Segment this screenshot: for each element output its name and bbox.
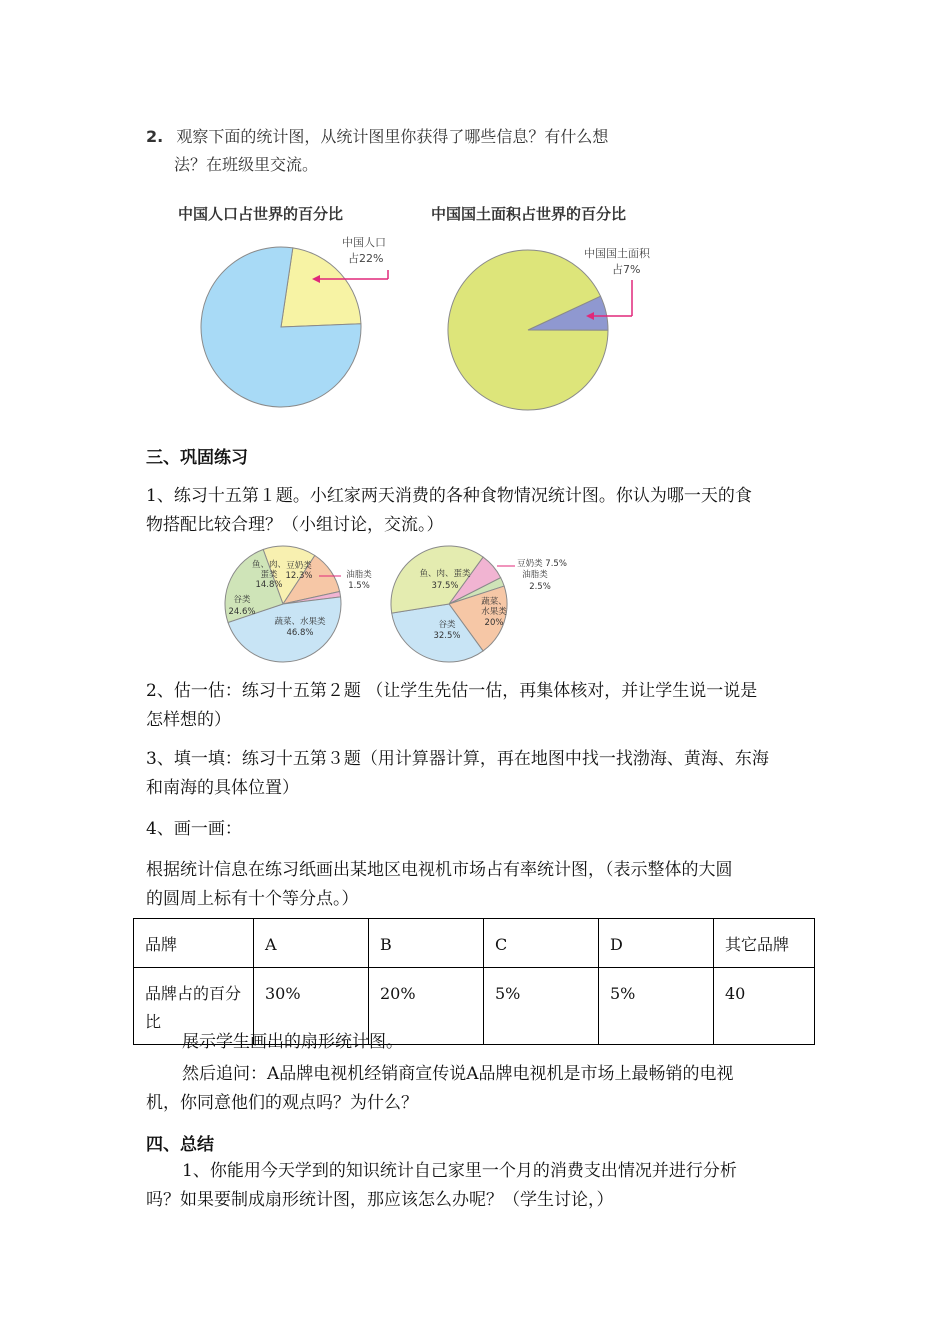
exercise-2-line1: 2、估一估：练习十五第２题 （让学生先估一估，再集体核对，并让学生说一说是 — [146, 681, 758, 701]
pie-slice-rest — [448, 250, 608, 410]
exercise-4-desc-line1: 根据统计信息在练习纸画出某地区电视机市场占有率统计图，（表示整体的大圆 — [146, 860, 733, 880]
summary-line1: 1、你能用今天学到的知识统计自己家里一个月的消费支出情况并进行分析 — [182, 1161, 737, 1181]
table-cell: 5% — [484, 968, 599, 1045]
food1-grain-value: 24.6% — [228, 607, 256, 617]
table-cell: 30% — [254, 968, 369, 1045]
table-cell: D — [599, 919, 714, 968]
question-text: 观察下面的统计图，从统计图里你获得了哪些信息？有什么想 — [176, 127, 609, 146]
exercise-4-desc-line2: 的圆周上标有十个等分点。） — [146, 889, 359, 909]
section-4-heading: 四、总结 — [146, 1135, 214, 1155]
label-population-name: 中国人口 — [342, 236, 386, 249]
exercise-4-description — [146, 856, 811, 914]
summary-line2: 吗？如果要制成扇形统计图，那应该怎么办呢？（学生讨论，） — [146, 1190, 614, 1210]
food1-fish-label: 蛋类 — [260, 570, 278, 580]
food1-grain-label: 谷类 — [233, 595, 251, 605]
land-area-pie — [448, 250, 608, 410]
table-cell: 5% — [599, 968, 714, 1045]
exercise-3-line1: 3、填一填：练习十五第３题（用计算器计算，再在地图中找一找渤海、黄海、东海 — [146, 749, 769, 769]
exercise-2 — [146, 677, 811, 735]
after-table-line1: 展示学生画出的扇形统计图。 — [182, 1032, 403, 1052]
table-cell: 20% — [369, 968, 484, 1045]
food2-veg-label: 水果类 — [481, 607, 507, 617]
brand-share-table — [133, 918, 815, 1045]
population-pie — [201, 247, 361, 407]
food2-bean-label: 豆奶类 7.5% — [517, 559, 567, 569]
label-land-value: 占7% — [612, 263, 641, 276]
exercise-1-line2: 物搭配比较合理？（小组讨论，交流。） — [146, 515, 444, 535]
chart-title-population: 中国人口占世界的百分比 — [178, 205, 344, 223]
food2-grain-label: 谷类 — [438, 620, 456, 630]
food2-grain-value: 32.5% — [433, 631, 461, 641]
food1-veg-label: 蔬菜、水果类 — [274, 617, 326, 627]
summary-text — [146, 1157, 811, 1215]
food2-oil-label: 油脂类 — [522, 570, 548, 580]
table-cell: 品牌占的百分比 — [134, 968, 254, 1045]
after-table-line2: 然后追问：A品牌电视机经销商宣传说A品牌电视机是市场上最畅销的电视 — [182, 1064, 734, 1084]
exercise-1-line1: 1、练习十五第１题。小红家两天消费的各种食物情况统计图。你认为哪一天的食 — [146, 486, 752, 506]
table-cell: 其它品牌 — [714, 919, 815, 968]
exercise-3 — [146, 745, 811, 803]
food2-fish-label: 鱼、肉、蛋类 — [419, 569, 471, 579]
food2-fish-value: 37.5% — [431, 581, 459, 591]
question-2-line1 — [146, 124, 608, 147]
food1-veg-value: 46.8% — [286, 628, 314, 638]
table-cell: A — [254, 919, 369, 968]
exercise-3-line2: 和南海的具体位置） — [146, 778, 299, 798]
table-cell: C — [484, 919, 599, 968]
food1-fish-label: 鱼、肉、 — [251, 560, 287, 570]
chart-title-land: 中国国土面积占世界的百分比 — [431, 205, 627, 223]
exercise-4: 4、画一画： — [146, 819, 242, 839]
table-cell: B — [369, 919, 484, 968]
label-land-name: 中国国土面积 — [584, 247, 650, 260]
food1-bean-value: 12.3% — [285, 571, 313, 581]
world-pie-charts — [180, 230, 700, 430]
table-cell: 品牌 — [134, 919, 254, 968]
food1-fish-value: 14.8% — [255, 580, 283, 590]
after-table-text — [146, 1028, 811, 1118]
section-3-heading: 三、巩固练习 — [146, 448, 248, 468]
after-table-line3: 机，你同意他们的观点吗？为什么？ — [146, 1093, 418, 1113]
table-cell: 40 — [714, 968, 815, 1045]
food1-oil-value: 1.5% — [348, 581, 370, 591]
label-population-value: 占22% — [348, 252, 384, 265]
food-pie-charts — [215, 544, 585, 668]
table-header-row — [134, 919, 815, 968]
question-number: 2. — [146, 127, 164, 146]
exercise-2-line2: 怎样想的） — [146, 710, 231, 730]
food1-bean-label: 豆奶类 — [286, 561, 312, 571]
food2-veg-value: 20% — [484, 618, 504, 628]
food2-veg-label: 蔬菜、 — [481, 597, 507, 607]
food2-oil-value: 2.5% — [529, 582, 551, 592]
question-2-line2: 法？在班级里交流。 — [174, 155, 319, 174]
exercise-1 — [146, 482, 811, 540]
food1-oil-label: 油脂类 — [346, 570, 372, 580]
